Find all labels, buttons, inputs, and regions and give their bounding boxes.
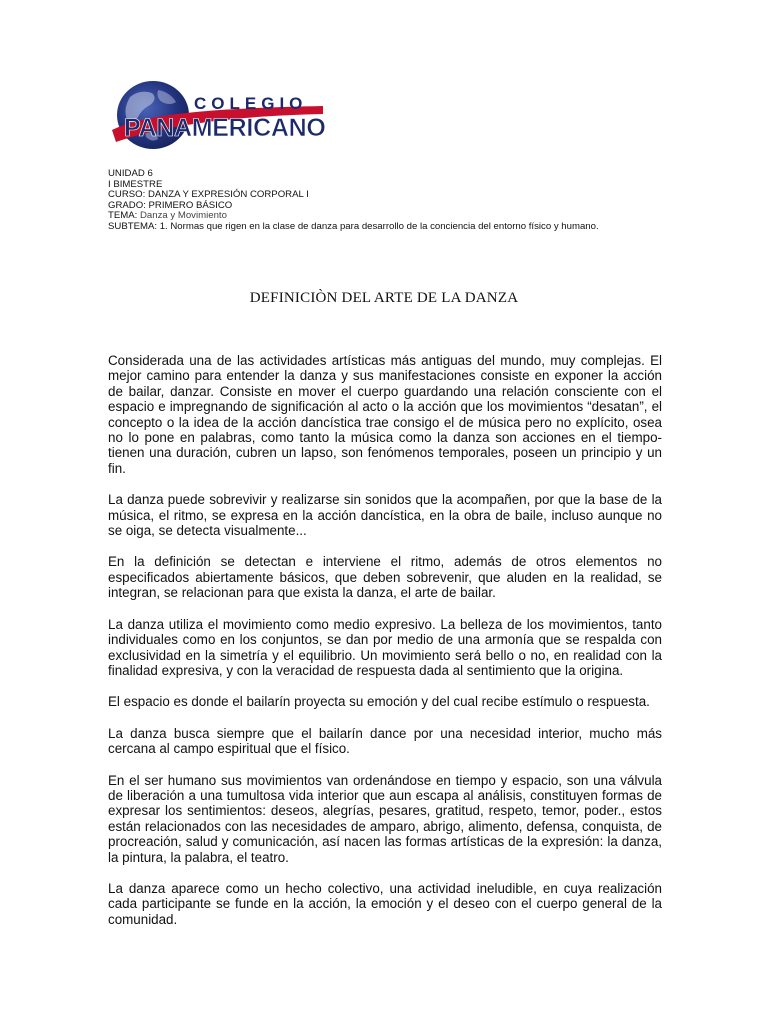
- tema-label: TEMA:: [108, 210, 138, 222]
- unidad-line: UNIDAD 6: [108, 168, 153, 179]
- tema-value: Danza y Movimiento: [140, 210, 227, 222]
- grado-line: GRADO: PRIMERO BÁSICO: [108, 199, 233, 211]
- paragraph: La danza aparece como un hecho colectivo, una actividad ineludible, en cuya realización cada participante se funde en la acción, la emoción y el deseo con el cuerpo general de la comunidad.: [108, 880, 662, 927]
- paragraph: La danza busca siempre que el bailarín dance por una necesidad interior, mucho más cercana al campo espiritual que el físico.: [108, 725, 662, 757]
- paragraph: En el ser humano sus movimientos van ordenándose en tiempo y espacio, son una válvula de liberación a una tumultosa vida interior que aun escapa al análisis, constituyen formas de expresar los sentimientos: deseos, alegrías, pesares, gratitud, respeto, temor, poder., estos están relacionados con las necesidades de amparo, abrigo, alimento, defensa, conquista, de procreación, salud y comunicación, así nacen las formas artísticas de la expresión: la danza, la pintura, la palabra, el teatro.: [108, 772, 662, 865]
- school-logo: [108, 72, 325, 158]
- paragraph: La danza utiliza el movimiento como medio expresivo. La belleza de los movimientos, tanto individuales como en los conjuntos, se dan por medio de una armonía que se respalda con exclusividad en la simetría y el equilibrio. Un movimiento será bello o no, en realidad con la finalidad expresiva, y con la veracidad de respuesta dada al sentimiento que la origina.: [108, 616, 662, 678]
- page-title: DEFINICIÒN DEL ARTE DE LA DANZA: [249, 290, 519, 306]
- paragraph: En la definición se detectan e interviene el ritmo, además de otros elementos no especificados abiertamente básicos, que deben sobrevenir, que aluden en la realidad, se integran, se relacionan para que exista la danza, el arte de bailar.: [108, 554, 662, 601]
- globe-logo-icon: [108, 72, 325, 158]
- paragraph: El espacio es donde el bailarín proyecta su emoción y del cual recibe estímulo o respuesta.: [108, 694, 650, 710]
- bimestre-line: I BIMESTRE: [108, 178, 163, 190]
- paragraph: La danza puede sobrevivir y realizarse sin sonidos que la acompañen, por que la base de la música, el ritmo, se expresa en la acción dancística, en la obra de baile, incluso aunque no se oiga, se detecta visualmente...: [108, 492, 662, 539]
- subtema-line: SUBTEMA: 1. Normas que rigen en la clase de danza para desarrollo de la conciencia del entorno físico y humano.: [108, 220, 599, 232]
- paragraph: Considerada una de las actividades artísticas más antiguas del mundo, muy complejas. El mejor camino para entender la danza y sus manifestaciones consiste en exponer la acción de bailar, danzar. Consiste en mover el cuerpo guardando una relación consciente con el espacio e impregnando de significación al acto o la acción que los movimientos “desatan”, el concepto o la idea de la acción dancística trae consigo el de música pero no explícito, osea no lo pone en palabras, como tanto la música como la danza son acciones en el tiempo- tienen una duración, cubren un lapso, son fenómenos temporales, poseen un principio y un fin.: [108, 353, 662, 476]
- logo-line1: COLEGIO: [194, 94, 308, 113]
- curso-line: CURSO: DANZA Y EXPRESIÓN CORPORAL I: [108, 189, 309, 201]
- document-body: [108, 353, 662, 943]
- logo-line2: PANAMERICANO: [124, 114, 325, 142]
- document-header: [108, 169, 664, 233]
